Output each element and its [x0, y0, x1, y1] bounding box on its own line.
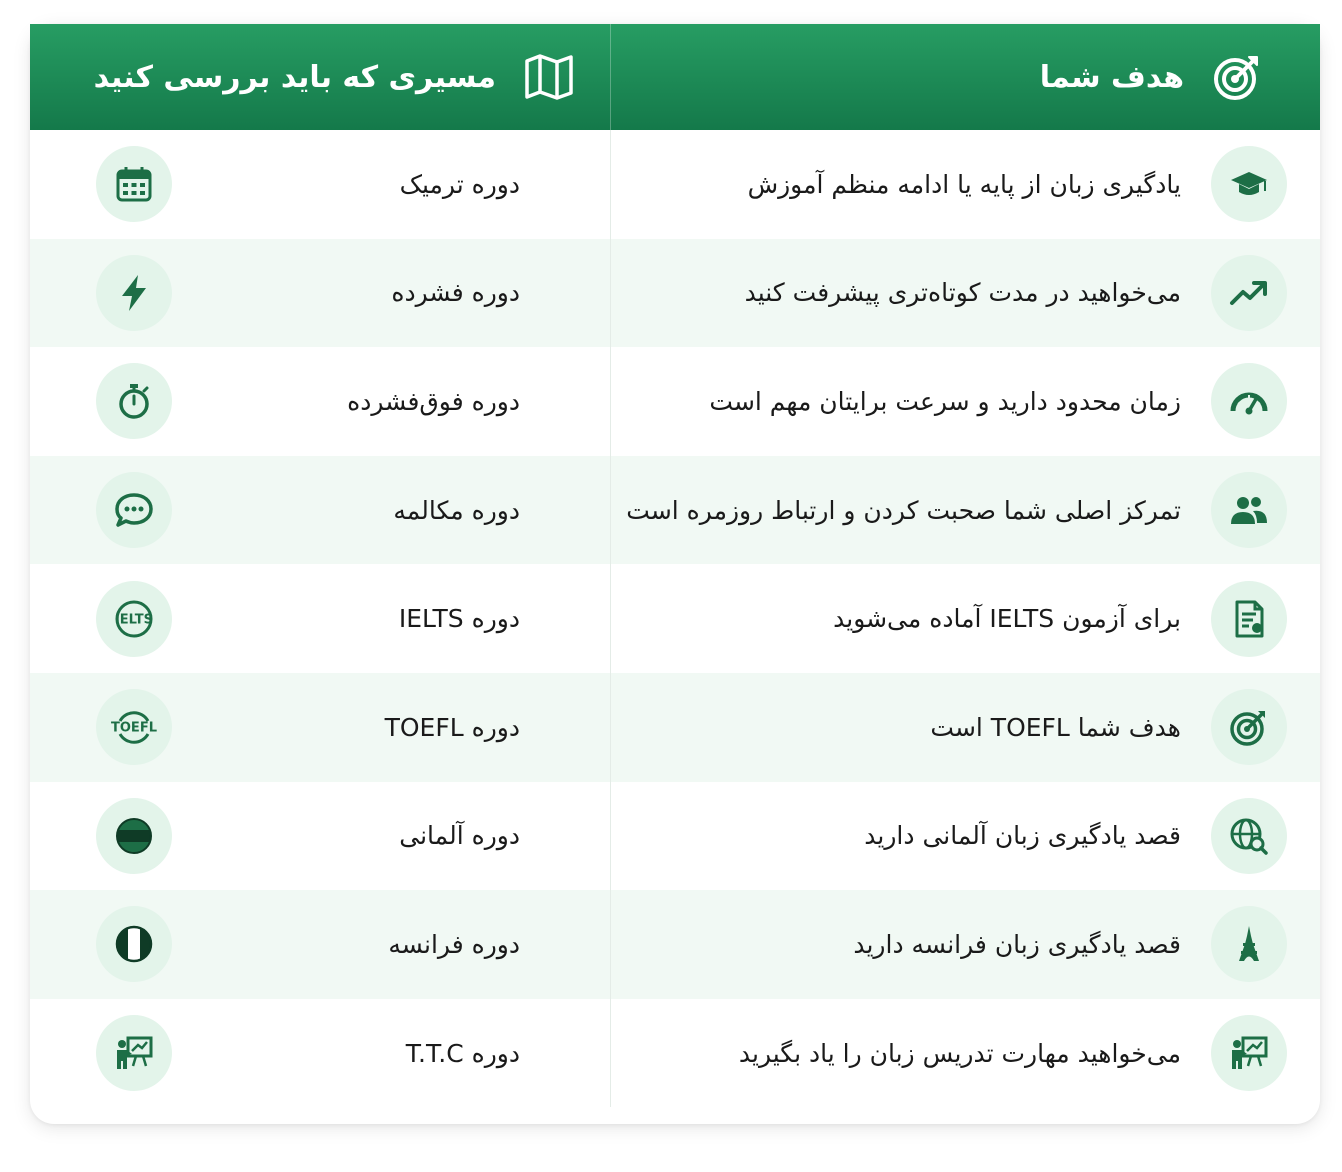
header-goal-title: هدف شما [1039, 59, 1184, 95]
table-body [30, 130, 1320, 1107]
table-row [30, 239, 1320, 348]
goal-cell [610, 890, 1320, 999]
path-text: دوره IELTS [398, 604, 520, 634]
path-cell [30, 347, 610, 456]
ielts-badge-icon [96, 581, 172, 657]
stopwatch-icon [96, 363, 172, 439]
path-text: دوره ترمیک [399, 169, 520, 199]
goal-cell [610, 239, 1320, 348]
table-row [30, 347, 1320, 456]
path-text: دوره فشرده [391, 278, 520, 308]
speedometer-icon [1211, 363, 1287, 439]
goal-text: هدف شما TOEFL است [930, 712, 1181, 742]
path-text: دوره آلمانی [399, 821, 520, 851]
teacher-board-icon [1211, 1015, 1287, 1091]
table-row [30, 890, 1320, 999]
path-cell [30, 456, 610, 565]
table-row [30, 782, 1320, 891]
header-path-column [30, 24, 610, 130]
course-guide-table [30, 24, 1320, 1124]
teacher-board-icon [96, 1015, 172, 1091]
goal-text: برای آزمون IELTS آماده می‌شوید [833, 604, 1181, 634]
chat-bubble-icon [96, 472, 172, 548]
goal-cell [610, 782, 1320, 891]
french-flag-icon [96, 906, 172, 982]
path-text: دوره فرانسه [388, 929, 520, 959]
goal-cell [610, 999, 1320, 1108]
goal-text: قصد یادگیری زبان آلمانی دارید [864, 821, 1181, 851]
path-cell [30, 239, 610, 348]
map-icon [522, 50, 576, 104]
eiffel-tower-icon [1211, 906, 1287, 982]
table-row [30, 999, 1320, 1108]
globe-search-icon [1211, 798, 1287, 874]
toefl-badge-text: TOEFL [111, 720, 157, 736]
german-flag-icon [96, 798, 172, 874]
table-header [30, 24, 1320, 130]
path-cell [30, 782, 610, 891]
header-goal-column [610, 24, 1320, 130]
goal-cell [610, 130, 1320, 239]
goal-cell [610, 456, 1320, 565]
goal-cell [610, 564, 1320, 673]
goal-text: می‌خواهید مهارت تدریس زبان را یاد بگیرید [738, 1038, 1181, 1068]
ielts-badge-text: IELTS [114, 612, 154, 628]
goal-text: قصد یادگیری زبان فرانسه دارید [853, 929, 1181, 959]
table-row [30, 564, 1320, 673]
path-text: دوره مکالمه [393, 495, 520, 525]
path-text: دوره TOEFL [384, 712, 520, 742]
path-cell [30, 564, 610, 673]
target-icon [1211, 689, 1287, 765]
path-cell [30, 999, 610, 1108]
calendar-icon [96, 146, 172, 222]
table-row [30, 673, 1320, 782]
goal-text: یادگیری زبان از پایه یا ادامه منظم آموزش [747, 169, 1181, 199]
users-icon [1211, 472, 1287, 548]
path-cell [30, 890, 610, 999]
lightning-icon [96, 255, 172, 331]
header-path-title: مسیری که باید بررسی کنید [93, 59, 496, 95]
target-icon [1210, 50, 1264, 104]
path-text: دوره فوق‌فشرده [347, 386, 520, 416]
table-row [30, 456, 1320, 565]
goal-text: می‌خواهید در مدت کوتاه‌تری پیشرفت کنید [744, 278, 1181, 308]
path-cell [30, 673, 610, 782]
table-row [30, 130, 1320, 239]
goal-text: زمان محدود دارید و سرعت برایتان مهم است [709, 386, 1181, 416]
goal-cell [610, 673, 1320, 782]
path-cell [30, 130, 610, 239]
goal-text: تمرکز اصلی شما صحبت کردن و ارتباط روزمره است [626, 495, 1181, 525]
path-text: دوره T.T.C [405, 1038, 520, 1068]
toefl-badge-icon [96, 689, 172, 765]
trending-up-icon [1211, 255, 1287, 331]
graduation-cap-icon [1211, 146, 1287, 222]
exam-document-icon [1211, 581, 1287, 657]
goal-cell [610, 347, 1320, 456]
